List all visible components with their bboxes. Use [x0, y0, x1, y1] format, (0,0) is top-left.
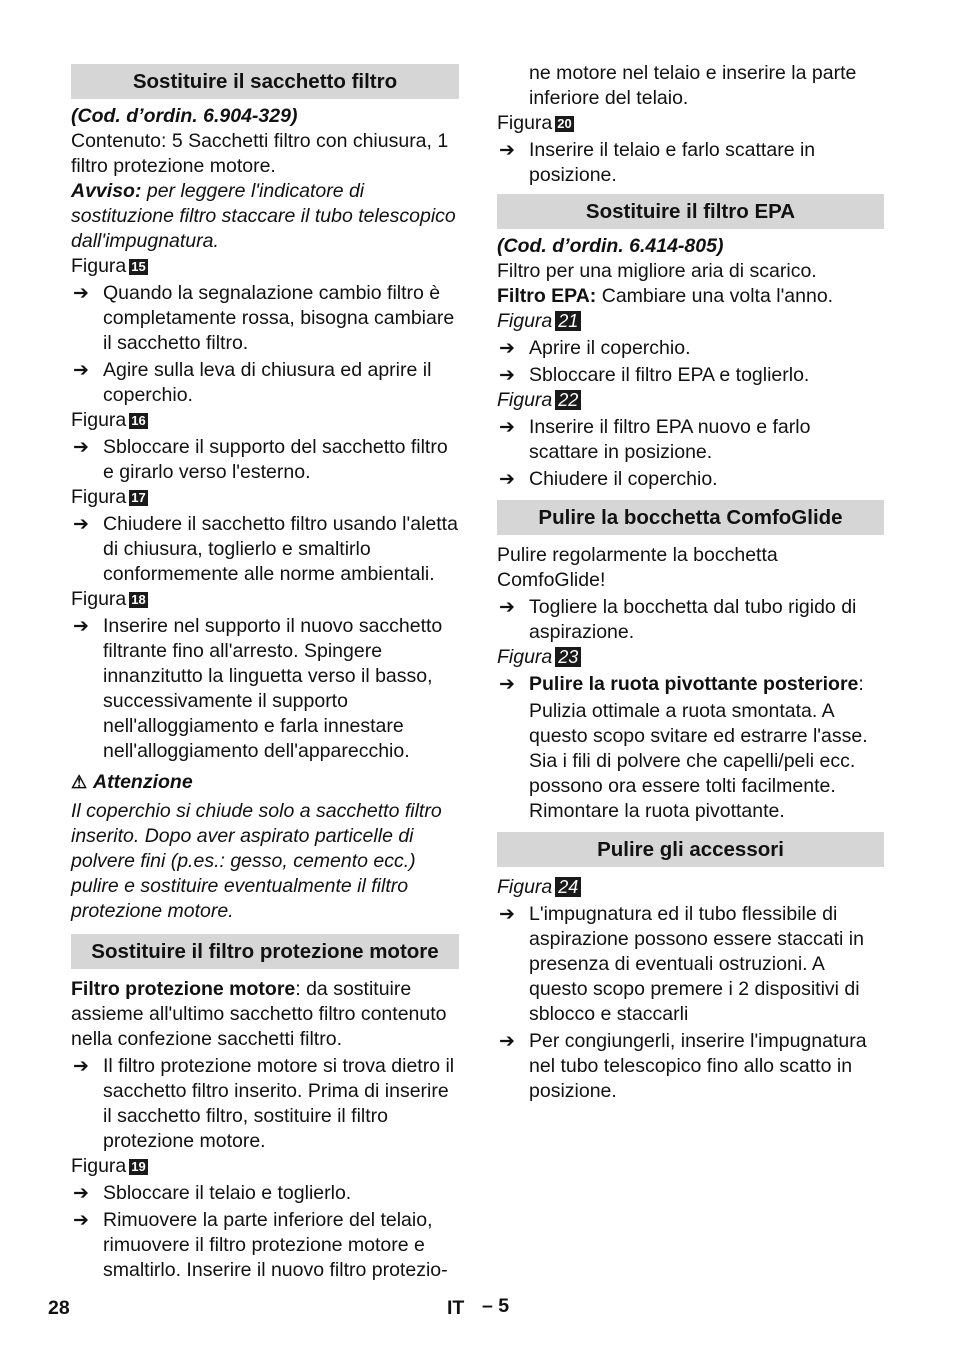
step-text: Il filtro protezione motore si trova dietro il sacchetto filtro inserito. Prima di inserire il sacchetto filtro, sostituire il filtro protezione motore. — [103, 1055, 455, 1152]
step-text: Sbloccare il supporto del sacchetto filtro e girarlo verso l'esterno. — [103, 436, 448, 483]
arrow-right-icon: ➔ — [499, 1031, 515, 1052]
figure-ref-17 — [71, 485, 459, 510]
figure-ref-15 — [71, 254, 459, 279]
arrow-right-icon: ➔ — [499, 469, 515, 490]
section-heading-filter-bag: Sostituire il sacchetto filtro — [71, 64, 459, 99]
figure-label: Figura — [497, 646, 553, 668]
figure-number: 22 — [555, 390, 581, 410]
step-colon: : — [858, 673, 864, 695]
arrow-right-icon: ➔ — [499, 417, 515, 438]
step — [497, 415, 884, 465]
step-text: Chiudere il coperchio. — [529, 468, 718, 490]
figure-label: Figura — [71, 486, 127, 508]
step — [71, 358, 459, 408]
arrow-right-icon: ➔ — [499, 597, 515, 618]
arrow-right-icon: ➔ — [73, 283, 89, 304]
page-number: 28 — [48, 1297, 70, 1319]
figure-number: 20 — [557, 116, 572, 131]
arrow-right-icon: ➔ — [499, 338, 515, 359]
arrow-right-icon: ➔ — [499, 674, 515, 695]
right-column — [497, 59, 884, 1104]
language-code: IT — [447, 1297, 465, 1319]
step — [71, 435, 459, 485]
arrow-right-icon: ➔ — [73, 1183, 89, 1204]
attention-heading — [71, 770, 459, 795]
figure-number: 17 — [131, 490, 146, 505]
figure-number: 24 — [555, 877, 581, 897]
warning-triangle-icon: ⚠ — [71, 772, 88, 792]
notice-label: Avviso: — [71, 180, 142, 202]
step — [497, 467, 884, 492]
step-text: Pulizia ottimale a ruota smontata. A questo scopo svitare ed estrarre l'asse. Sia i fili di polvere che capelli/peli ecc. possono ora essere tolti facilmente. Rimontare la ruota pivottante. — [529, 700, 868, 822]
figure-number: 18 — [131, 592, 146, 607]
step-text: L'impugnatura ed il tubo flessibile di aspirazione possono essere staccati in presenza di eventuali ostruzioni. A questo scopo premere i 2 dispositivi di sblocco e staccarli — [529, 903, 864, 1025]
step-text: Inserire nel supporto il nuovo sacchetto filtrante fino all'arresto. Spingere innanzitutto la linguetta verso il basso, successivamente il supporto nell'alloggiamento e farla innestare nell'alloggiamento dell'apparecchio. — [103, 615, 443, 762]
arrow-right-icon: ➔ — [499, 365, 515, 386]
figure-number: 23 — [555, 647, 581, 667]
step — [71, 512, 459, 587]
attention-label: Attenzione — [93, 771, 193, 793]
step-text: Aprire il coperchio. — [529, 337, 691, 359]
step — [497, 363, 884, 388]
section-heading-motor-filter: Sostituire il filtro protezione motore — [71, 934, 459, 969]
step-text: Quando la segnalazione cambio filtro è completamente rossa, bisogna cambiare il sacchetto filtro. — [103, 282, 455, 354]
figure-number: 21 — [555, 311, 581, 331]
figure-number: 16 — [131, 413, 146, 428]
arrow-right-icon: ➔ — [73, 1210, 89, 1231]
arrow-right-icon: ➔ — [73, 360, 89, 381]
step-text: Togliere la bocchetta dal tubo rigido di aspirazione. — [529, 596, 857, 643]
step — [71, 281, 459, 356]
figure-label: Figura — [71, 1155, 127, 1177]
figure-label: Figura — [71, 255, 127, 277]
step-text: Inserire il telaio e farlo scattare in posizione. — [529, 139, 816, 186]
sub-page-number: – 5 — [482, 1295, 510, 1317]
step-text: Sbloccare il telaio e toglierlo. — [103, 1182, 352, 1204]
figure-ref-18 — [71, 587, 459, 612]
contents-text: Contenuto: 5 Sacchetti filtro con chiusura, 1 filtro protezione motore. — [71, 130, 449, 177]
step — [71, 1181, 459, 1206]
step — [71, 614, 459, 764]
arrow-right-icon: ➔ — [499, 904, 515, 925]
figure-ref-19 — [71, 1154, 459, 1179]
arrow-right-icon: ➔ — [499, 140, 515, 161]
step — [497, 595, 884, 645]
notice-text: per leggere l'indicatore di sostituzione filtro staccare il tubo telescopico dall'impugnatura. — [71, 180, 456, 252]
figure-number: 19 — [131, 1159, 146, 1174]
motor-filter-text: : da sostituire assieme all'ultimo sacchetto filtro contenuto nella confezione sacchetti filtro. — [71, 978, 447, 1050]
figure-ref-21 — [497, 309, 884, 334]
figure-label: Figura — [497, 876, 553, 898]
motor-filter-label: Filtro protezione motore — [71, 978, 296, 1000]
arrow-right-icon: ➔ — [73, 616, 89, 637]
figure-label: Figura — [497, 310, 553, 332]
epa-text: Cambiare una volta l'anno. — [596, 285, 834, 307]
epa-note — [497, 284, 884, 309]
step-text: Per congiungerli, inserire l'impugnatura nel tubo telescopico fino allo scatto in posizione. — [529, 1030, 867, 1102]
section-heading-epa-filter: Sostituire il filtro EPA — [497, 194, 884, 229]
figure-ref-22 — [497, 388, 884, 413]
step — [71, 1208, 459, 1283]
step-continued — [497, 61, 884, 111]
step-detail — [497, 699, 884, 824]
section-heading-comfoglide: Pulire la bocchetta ComfoGlide — [497, 500, 884, 535]
figure-ref-16 — [71, 408, 459, 433]
arrow-right-icon: ➔ — [73, 514, 89, 535]
step — [497, 138, 884, 188]
step — [71, 1054, 459, 1154]
figure-ref-24 — [497, 875, 884, 900]
figure-label: Figura — [71, 588, 127, 610]
figure-label: Figura — [71, 409, 127, 431]
step-text: ne motore nel telaio e inserire la parte inferiore del telaio. — [529, 62, 857, 109]
order-code: (Cod. d’ordin. 6.904-329) — [71, 105, 298, 127]
order-code: (Cod. d’ordin. 6.414-805) — [497, 235, 724, 257]
figure-label: Figura — [497, 389, 553, 411]
notice — [71, 179, 459, 254]
step-text: Inserire il filtro EPA nuovo e farlo scattare in posizione. — [529, 416, 811, 463]
arrow-right-icon: ➔ — [73, 1056, 89, 1077]
attention-text: Il coperchio si chiude solo a sacchetto filtro inserito. Dopo aver aspirato particelle di polvere fini (p.es.: gesso, cemento ecc.) pulire e sostituire eventualmente il filtro protezione motore. — [71, 800, 442, 922]
step-text: Agire sulla leva di chiusura ed aprire il coperchio. — [103, 359, 432, 406]
step-text: Rimuovere la parte inferiore del telaio, rimuovere il filtro protezione motore e smaltirlo. Inserire il nuovo filtro protezio- — [103, 1209, 448, 1281]
step-text: Chiudere il sacchetto filtro usando l'aletta di chiusura, toglierlo e smaltirlo conformemente alle norme ambientali. — [103, 513, 458, 585]
epa-label: Filtro EPA: — [497, 285, 597, 307]
figure-number: 15 — [131, 259, 146, 274]
comfoglide-desc: Pulire regolarmente la bocchetta ComfoGlide! — [497, 544, 778, 591]
step — [497, 1029, 884, 1104]
step — [497, 902, 884, 1027]
figure-ref-23 — [497, 645, 884, 670]
motor-filter-desc — [71, 977, 459, 1052]
step-text: Sbloccare il filtro EPA e toglierlo. — [529, 364, 810, 386]
figure-label: Figura — [497, 112, 553, 134]
step — [497, 672, 884, 697]
step — [497, 336, 884, 361]
figure-ref-20 — [497, 111, 884, 136]
left-column — [71, 58, 459, 1283]
step-label: Pulire la ruota pivottante posteriore — [529, 673, 859, 695]
section-heading-accessories: Pulire gli accessori — [497, 832, 884, 867]
arrow-right-icon: ➔ — [73, 437, 89, 458]
epa-desc: Filtro per una migliore aria di scarico. — [497, 260, 817, 282]
